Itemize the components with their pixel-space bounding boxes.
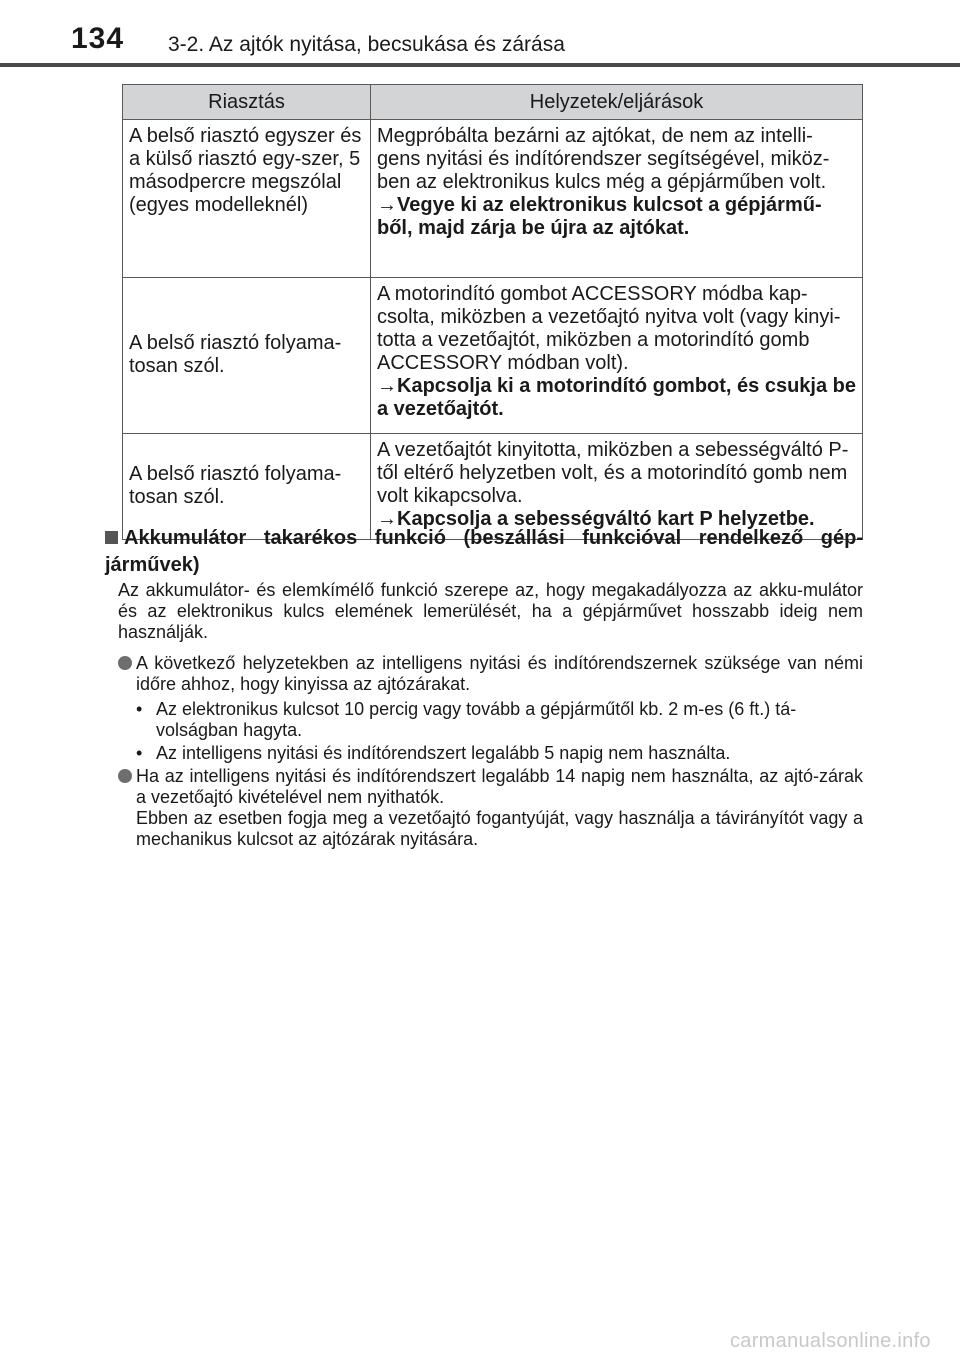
bullet-item	[118, 766, 863, 850]
subsection-heading	[105, 525, 863, 579]
situation-cell	[371, 278, 863, 434]
action-instruction	[377, 194, 856, 240]
table-row	[123, 434, 863, 540]
circle-bullet-icon	[118, 769, 132, 783]
intro-paragraph: Az akkumulátor- és elemkímélő funkció szerepe az, hogy megakadályozza az akku-mulátor és az elektronikus kulcs elemének lemerülését, ha a gépjárművet hosszabb ideig nem használják.	[118, 580, 863, 642]
sub-list-text: Az elektronikus kulcsot 10 percig vagy tovább a gépjárműtől kb. 2 m-es (6 ft.) tá-volságban hagyta.	[156, 699, 797, 740]
sub-list-item	[136, 743, 863, 764]
table-row	[123, 278, 863, 434]
table-row	[123, 120, 863, 278]
bullet-text: Ha az intelligens nyitási és indítórendszert legalább 14 napig nem használta, az ajtó-zárak a vezetőajtó kivételével nem nyithatók.	[136, 766, 863, 807]
action-instruction	[377, 375, 856, 421]
alarm-table	[122, 84, 863, 540]
square-bullet-icon	[105, 531, 118, 544]
table-header-row	[123, 85, 863, 120]
alarm-cell	[123, 434, 371, 540]
alarm-cell	[123, 278, 371, 434]
dot-bullet-icon: •	[136, 743, 143, 763]
sub-list-item	[136, 699, 863, 741]
arrow-icon: →	[377, 194, 397, 216]
action-text: Vegye ki az elektronikus kulcsot a gépjármű-ből, majd zárja be újra az ajtókat.	[377, 194, 822, 239]
alarm-text: A belső riasztó folyama-tosan szól.	[129, 332, 342, 377]
column-header-situation: Helyzetek/eljárások	[371, 85, 863, 120]
page-number: 134	[71, 22, 125, 55]
header-divider	[0, 63, 960, 67]
action-text: Kapcsolja a sebességváltó kart P helyzetbe.	[397, 508, 815, 530]
situation-cell	[371, 434, 863, 540]
situation-text: A motorindító gombot ACCESSORY módba kap-csolta, miközben a vezetőajtó nyitva volt (vagy kinyi-totta a vezetőajtót, miközben a motorindító gomb ACCESSORY módban volt).	[377, 283, 841, 374]
situation-text: Megpróbálta bezárni az ajtókat, de nem az intelli-gens nyitási és indítórendszer segítségével, miköz-ben az elektronikus kulcs még a gépjárműben volt.	[377, 125, 830, 193]
section-title: 3-2. Az ajtók nyitása, becsukása és zárása	[168, 33, 565, 56]
situation-cell	[371, 120, 863, 278]
arrow-icon: →	[377, 508, 397, 530]
bullet-text: A következő helyzetekben az intelligens nyitási és indítórendszernek szüksége van némi időre ahhoz, hogy kinyissa az ajtózárakat.	[136, 653, 863, 694]
action-text: Kapcsolja ki a motorindító gombot, és csukja be a vezetőajtót.	[377, 375, 856, 420]
circle-bullet-icon	[118, 656, 132, 670]
bullet-continuation-text: Ebben az esetben fogja meg a vezetőajtó fogantyúját, vagy használja a távirányítót vagy a mechanikus kulcsot az ajtózárak nyitására.	[136, 808, 863, 849]
situation-text: A vezetőajtót kinyitotta, miközben a sebességváltó P-től eltérő helyzetben volt, és a motorindító gomb nem volt kikapcsolva.	[377, 439, 849, 507]
alarm-text: A belső riasztó egyszer és a külső riasztó egy-szer, 5 másodpercre megszólal (egyes modelleknél)	[129, 125, 362, 216]
page-header	[0, 0, 960, 70]
dot-bullet-icon: •	[136, 699, 143, 719]
sub-list-text: Az intelligens nyitási és indítórendszert legalább 5 napig nem használta.	[156, 743, 731, 763]
alarm-cell	[123, 120, 371, 278]
column-header-alarm: Riasztás	[123, 85, 371, 120]
arrow-icon: →	[377, 375, 397, 397]
alarm-text: A belső riasztó folyama-tosan szól.	[129, 463, 342, 508]
bullet-item	[118, 653, 863, 695]
subsection-heading-text: Akkumulátor takarékos funkció (beszállási funkcióval rendelkező gép-járművek)	[105, 527, 863, 576]
watermark: carmanualsonline.info	[730, 1330, 931, 1352]
